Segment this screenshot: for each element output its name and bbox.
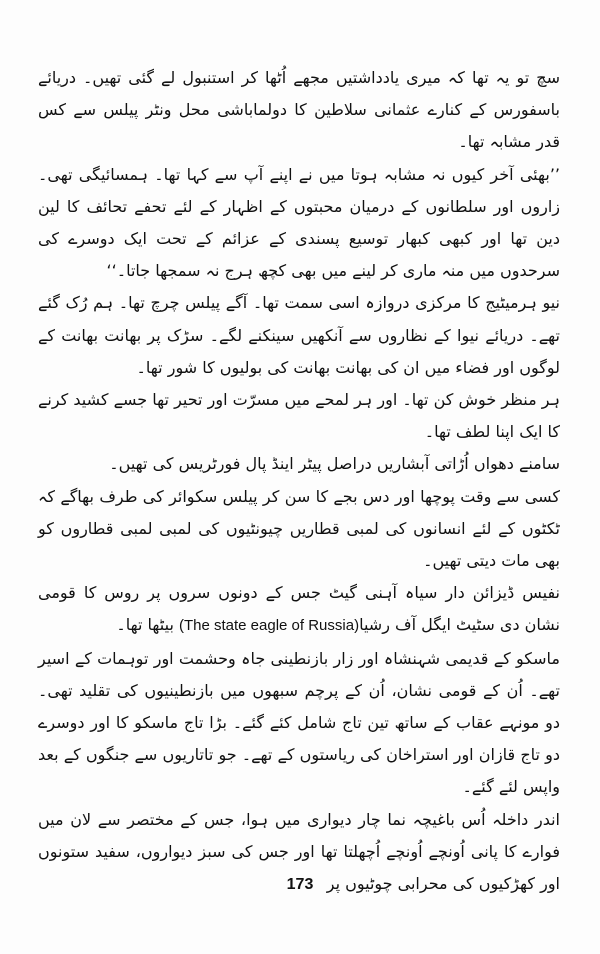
paragraph-2: ’’بھئی آخر کیوں نہ مشابہ ہوتا میں نے اپنے آپ سے کہا تھا۔ ہمسائیگی تھی۔ زاروں اور سلطانوں کے درمیان محبتوں کے اظہار کے لئے تحفے تحائف کا لین دین تھا اور کبھی کبھار توسیع پسندی کے عزائم کے تحت ایک دوسرے کی سرحدوں میں منہ ماری کر لینے میں بھی کچھ ہرج نہ سمجھا جاتا۔‘‘ [38,164,560,281]
paragraph-9: اندر داخلہ اُس باغیچہ نما چار دیواری میں ہوا، جس کے مختصر سے لان میں فوارے کا پانی اُونچے اُونچے اُچھلتا تھا اور جس کی سبز دیواروں، سفید ستونوں اور کھڑکیوں کی محرابی چوٹیوں پر [38,809,560,894]
paragraph-4: ہر منظر خوش کن تھا۔ اور ہر لمحے میں مسرّت اور تحیر تھا جسے کشید کرنے کا ایک اپنا لطف تھا۔ [38,390,560,442]
paragraph-1: سچ تو یہ تھا کہ میری یادداشتیں مجھے اُٹھا کر استنبول لے گئی تھیں۔ دریائے باسفورس کے کنارے عثمانی سلاطین کا دولماباشی محل ونٹر پیلس سے کس قدر مشابہ تھا۔ [38,68,560,152]
paragraph-7 [38,577,560,642]
paragraph-6: کسی سے وقت پوچھا اور دس بجے کا سن کر پیلس سکوائر کی طرف بھاگے کہ ٹکٹوں کے لئے انسانوں کی لمبی قطاریں چیونٹیوں کی لمبی لمبی قطاروں کو بھی مات دیتی تھیں۔ [38,486,560,571]
body-text [38,62,560,900]
paragraph-3: نیو ہرمیٹیج کا مرکزی دروازہ اسی سمت تھا۔ آگے پیلس چرچ تھا۔ ہم رُک گئے تھے۔ دریائے نیوا کے نظاروں سے آنکھیں سینکنے لگے۔ سڑک پر بھانت بھانت کے لوگوں اور فضاء میں ان کی بھانت بھانت کی بولیوں کا شور تھا۔ [38,293,560,377]
paragraph-7-end: بیٹھا تھا۔ [116,615,179,635]
page-number: 173 [286,876,314,893]
paragraph-5: سامنے دھواں اُڑاتی آبشاریں دراصل پیٹر اینڈ پال فورٹریس کی تھیں۔ [109,454,560,474]
paragraph-7-text: نفیس ڈیزائن دار سیاہ آہنی گیٹ جس کے دونوں سروں پر روس کا قومی نشان دی سٹیٹ ایگل آف رشیا [38,583,560,635]
english-phrase: (The state eagle of Russia) [178,617,360,635]
paragraph-8: ماسکو کے قدیمی شہنشاہ اور زار بازنطینی جاہ وحشمت اور توہمات کے اسیر تھے۔ اُن کے قومی نشان، اُن کے پرچم سبھوں میں بازنطینیوں کی تقلید تھی۔ دو مونہے عقاب کے ساتھ تین تاج شامل کئے گئے۔ بڑا تاج ماسکو کا اور دوسرے دو تاج قازان اور استراخان کی ریاستوں کے تھے۔ جو تاتاریوں سے جنگوں کے بعد واپس لئے گئے۔ [38,648,560,797]
